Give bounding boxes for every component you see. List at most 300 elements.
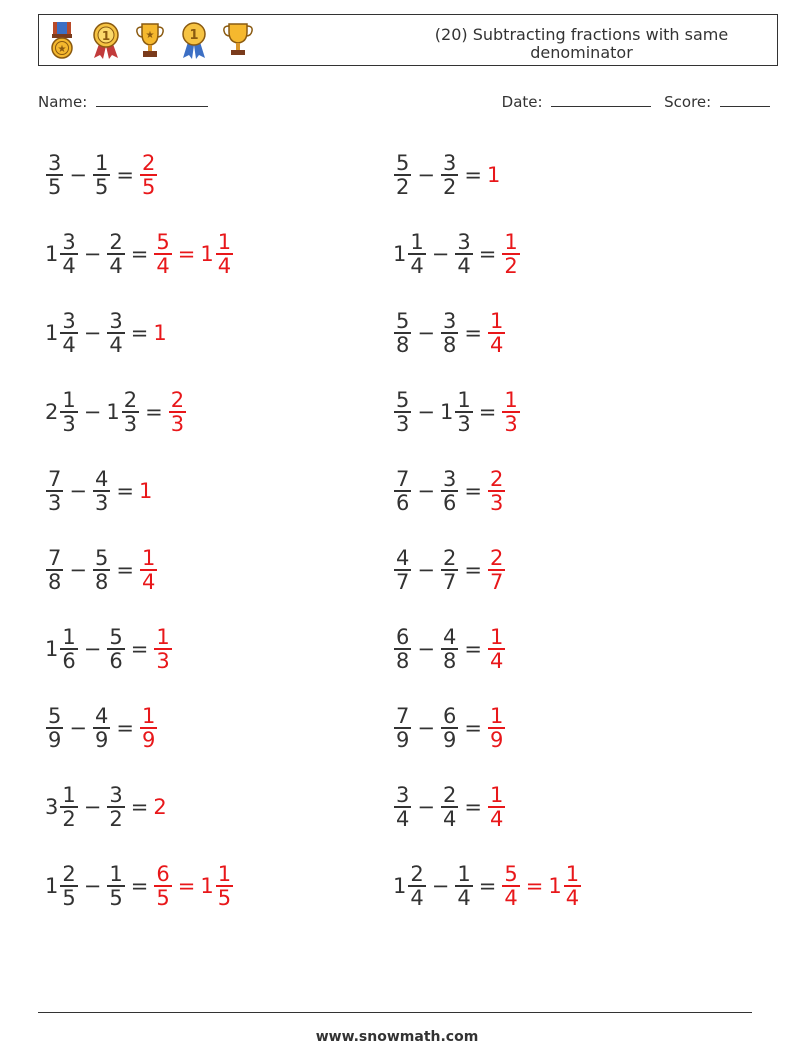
answer-value-whole: 1 xyxy=(548,874,562,898)
problem-item xyxy=(393,778,506,836)
equals-sign: = xyxy=(130,795,149,819)
subtrahend-denominator: 4 xyxy=(457,254,471,278)
minus-sign: − xyxy=(417,558,435,582)
subtrahend xyxy=(454,863,473,909)
minuend xyxy=(45,468,64,514)
minus-sign: − xyxy=(417,716,435,740)
answer xyxy=(168,389,187,435)
answer-value-denominator: 3 xyxy=(489,491,504,515)
minus-sign: − xyxy=(417,400,435,424)
ribbon-award-icon xyxy=(91,20,121,60)
answer-value-numerator: 1 xyxy=(489,704,504,728)
answer-value-fraction xyxy=(488,310,505,356)
answer-value-numerator: 1 xyxy=(141,546,156,570)
equals-sign: = xyxy=(464,558,482,582)
equals-sign: = xyxy=(130,637,149,661)
minus-sign: − xyxy=(83,874,102,898)
answer-value xyxy=(501,863,520,909)
minuend-numerator: 6 xyxy=(396,625,410,649)
subtrahend-denominator: 8 xyxy=(442,333,457,357)
minuend xyxy=(393,310,412,356)
answer-value xyxy=(487,468,506,514)
minuend-fraction xyxy=(394,626,411,672)
minus-sign: − xyxy=(83,637,102,661)
answer-value xyxy=(487,784,506,830)
minuend-fraction xyxy=(394,152,411,198)
minuend-denominator: 4 xyxy=(396,807,410,831)
minuend-fraction xyxy=(394,547,411,593)
equals-sign: = xyxy=(130,874,149,898)
answer-value-fraction xyxy=(216,231,233,277)
subtrahend xyxy=(440,152,459,198)
subtrahend-numerator: 1 xyxy=(457,388,471,412)
svg-text:★: ★ xyxy=(57,44,67,55)
answer-value-whole: 1 xyxy=(486,163,501,187)
subtrahend-fraction xyxy=(441,152,458,198)
minuend xyxy=(393,231,427,277)
minuend-numerator: 1 xyxy=(62,388,76,412)
answer xyxy=(139,547,158,593)
subtrahend-numerator: 2 xyxy=(123,388,138,412)
minus-sign: − xyxy=(69,163,87,187)
answer xyxy=(139,152,158,198)
footer-divider xyxy=(38,1012,752,1013)
minuend-fraction xyxy=(408,231,425,277)
minuend-whole: 1 xyxy=(393,874,407,898)
minuend xyxy=(45,152,64,198)
answer-value-fraction xyxy=(488,468,505,514)
answer-value-numerator: 2 xyxy=(489,546,504,570)
answer-value-fraction xyxy=(154,231,171,277)
subtrahend xyxy=(92,705,111,751)
answer-value-denominator: 4 xyxy=(489,649,504,673)
equals-sign: = xyxy=(116,163,134,187)
minus-sign: − xyxy=(417,637,435,661)
minuend-denominator: 6 xyxy=(396,491,410,515)
trophy-star-icon xyxy=(135,20,165,60)
minuend-numerator: 5 xyxy=(396,309,410,333)
minuend-denominator: 8 xyxy=(396,649,410,673)
answer-value-numerator: 1 xyxy=(217,230,232,254)
problem-item xyxy=(393,620,506,678)
answer-value-denominator: 4 xyxy=(217,254,232,278)
subtrahend-numerator: 5 xyxy=(94,546,109,570)
answer-value-numerator: 1 xyxy=(489,309,504,333)
subtrahend-numerator: 3 xyxy=(109,309,123,333)
minuend xyxy=(393,547,412,593)
answer-value-fraction xyxy=(502,389,519,435)
subtrahend xyxy=(92,152,111,198)
answer xyxy=(501,231,520,277)
equals-sign: = xyxy=(464,637,482,661)
subtrahend xyxy=(440,784,459,830)
problem-item xyxy=(45,383,187,441)
minuend-numerator: 5 xyxy=(396,388,410,412)
problem-item xyxy=(45,304,168,362)
answer-value xyxy=(153,231,172,277)
minuend-numerator: 2 xyxy=(62,862,76,886)
minus-sign: − xyxy=(431,874,450,898)
svg-text:1: 1 xyxy=(189,28,199,43)
minuend-denominator: 8 xyxy=(48,570,62,594)
answer-value-denominator: 4 xyxy=(141,570,156,594)
problem-item xyxy=(45,146,158,204)
answer-value-numerator: 2 xyxy=(170,388,185,412)
answer-value-whole: 1 xyxy=(200,874,214,898)
minuend-whole: 1 xyxy=(45,321,59,345)
minuend-numerator: 7 xyxy=(48,546,62,570)
subtrahend xyxy=(454,231,473,277)
minuend-whole: 1 xyxy=(45,637,59,661)
subtrahend-numerator: 2 xyxy=(442,783,457,807)
subtrahend-denominator: 4 xyxy=(109,333,123,357)
minuend-fraction xyxy=(60,784,77,830)
minuend xyxy=(45,626,79,672)
subtrahend-denominator: 8 xyxy=(442,649,457,673)
minuend-denominator: 3 xyxy=(62,412,76,436)
minus-sign: − xyxy=(417,321,435,345)
minuend-denominator: 5 xyxy=(48,175,62,199)
subtrahend-whole: 1 xyxy=(106,400,120,424)
subtrahend xyxy=(440,310,459,356)
minuend-denominator: 3 xyxy=(396,412,410,436)
minuend-numerator: 1 xyxy=(410,230,424,254)
answer xyxy=(487,163,501,187)
minus-sign: − xyxy=(83,242,102,266)
minuend-fraction xyxy=(60,626,77,672)
problem-item xyxy=(45,225,234,283)
answer-value xyxy=(153,863,172,909)
answer-value xyxy=(200,863,234,909)
answer-value-fraction xyxy=(488,626,505,672)
answer-value-whole: 1 xyxy=(200,242,214,266)
problem-item xyxy=(45,857,234,915)
subtrahend-denominator: 7 xyxy=(442,570,457,594)
subtrahend-fraction xyxy=(107,310,124,356)
minuend-denominator: 4 xyxy=(62,333,76,357)
minuend xyxy=(45,389,79,435)
minuend-denominator: 3 xyxy=(48,491,62,515)
minus-sign: − xyxy=(431,242,450,266)
subtrahend-fraction xyxy=(441,626,458,672)
minuend xyxy=(45,705,64,751)
subtrahend-numerator: 6 xyxy=(442,704,457,728)
answer-value xyxy=(501,389,520,435)
minuend xyxy=(45,231,79,277)
minuend xyxy=(45,784,79,830)
subtrahend-fraction xyxy=(441,547,458,593)
minus-sign: − xyxy=(417,795,435,819)
subtrahend-numerator: 3 xyxy=(109,783,123,807)
minuend-fraction xyxy=(394,389,411,435)
answer-value-numerator: 1 xyxy=(504,388,518,412)
answer-value-denominator: 5 xyxy=(156,886,170,910)
minuend-denominator: 9 xyxy=(48,728,62,752)
minuend-fraction xyxy=(60,389,77,435)
answer-value-denominator: 5 xyxy=(141,175,156,199)
problem-item xyxy=(393,225,521,283)
answer-value xyxy=(153,626,172,672)
subtrahend-whole: 1 xyxy=(439,400,454,424)
minuend-denominator: 8 xyxy=(396,333,410,357)
answer-value-fraction xyxy=(140,705,157,751)
minuend-fraction xyxy=(46,468,63,514)
minuend-numerator: 3 xyxy=(62,230,76,254)
answer-value-whole: 2 xyxy=(153,795,167,819)
minuend xyxy=(45,310,79,356)
subtrahend xyxy=(106,310,125,356)
answer-value-denominator: 4 xyxy=(489,807,504,831)
answer xyxy=(501,863,582,909)
subtrahend xyxy=(440,547,459,593)
minuend-fraction xyxy=(394,310,411,356)
minuend-denominator: 4 xyxy=(62,254,76,278)
minus-sign: − xyxy=(69,479,87,503)
minuend-numerator: 5 xyxy=(396,151,410,175)
subtrahend-numerator: 2 xyxy=(442,546,457,570)
minuend-fraction xyxy=(60,310,77,356)
answer-value-numerator: 1 xyxy=(489,783,504,807)
subtrahend-fraction xyxy=(93,468,110,514)
subtrahend-denominator: 3 xyxy=(457,412,471,436)
minuend-fraction xyxy=(60,231,77,277)
answer-value xyxy=(200,231,234,277)
answer-value-numerator: 6 xyxy=(156,862,170,886)
footer-url: www.snowmath.com xyxy=(315,1029,479,1045)
subtrahend-denominator: 9 xyxy=(94,728,109,752)
equals-sign: = xyxy=(116,558,134,582)
minuend xyxy=(393,389,412,435)
subtrahend xyxy=(106,784,125,830)
minuend-numerator: 3 xyxy=(396,783,410,807)
answer-value-denominator: 3 xyxy=(156,649,170,673)
answer xyxy=(487,705,506,751)
subtrahend-denominator: 4 xyxy=(109,254,123,278)
equals-sign: = xyxy=(464,163,482,187)
svg-text:★: ★ xyxy=(145,30,155,41)
answer-value xyxy=(487,163,501,187)
answer-value-denominator: 3 xyxy=(504,412,518,436)
minuend-numerator: 2 xyxy=(410,862,424,886)
minuend-numerator: 3 xyxy=(62,309,76,333)
minuend-whole: 1 xyxy=(45,242,59,266)
name-field xyxy=(38,92,208,111)
answer xyxy=(501,389,520,435)
score-blank[interactable] xyxy=(720,92,770,107)
date-blank[interactable] xyxy=(551,92,651,107)
minuend-fraction xyxy=(46,705,63,751)
answer-value-numerator: 2 xyxy=(489,467,504,491)
minus-sign: − xyxy=(83,795,102,819)
answer-value xyxy=(501,231,520,277)
answer-value-denominator: 9 xyxy=(141,728,156,752)
subtrahend-fraction xyxy=(455,389,472,435)
minuend-fraction xyxy=(46,547,63,593)
subtrahend xyxy=(106,863,125,909)
answer-value-denominator: 4 xyxy=(565,886,580,910)
answer-value-fraction xyxy=(140,152,157,198)
answer-value-numerator: 1 xyxy=(156,625,170,649)
subtrahend-fraction xyxy=(107,863,124,909)
answer-value xyxy=(139,479,153,503)
subtrahend-denominator: 2 xyxy=(109,807,123,831)
minuend-whole: 2 xyxy=(45,400,59,424)
subtrahend-denominator: 4 xyxy=(457,886,471,910)
answer-value xyxy=(153,795,167,819)
answer-value-fraction xyxy=(169,389,186,435)
subtrahend-numerator: 1 xyxy=(109,862,123,886)
subtrahend-numerator: 3 xyxy=(442,467,457,491)
answer-value xyxy=(168,389,187,435)
answer-value-denominator: 9 xyxy=(489,728,504,752)
minuend-numerator: 7 xyxy=(48,467,62,491)
answer-equals-sign: = xyxy=(177,874,196,898)
minuend-denominator: 4 xyxy=(410,254,424,278)
answer-value-fraction xyxy=(216,863,233,909)
date-score-fields xyxy=(502,92,770,111)
minuend xyxy=(393,468,412,514)
minuend-denominator: 4 xyxy=(410,886,424,910)
answer-value-fraction xyxy=(502,231,519,277)
minuend-denominator: 9 xyxy=(396,728,410,752)
answer-value-numerator: 1 xyxy=(489,625,504,649)
minuend-fraction xyxy=(394,705,411,751)
student-info xyxy=(38,92,770,116)
subtrahend-denominator: 6 xyxy=(442,491,457,515)
minuend-whole: 1 xyxy=(45,874,59,898)
subtrahend-denominator: 2 xyxy=(442,175,457,199)
minuend xyxy=(393,705,412,751)
minuend-whole: 1 xyxy=(393,242,407,266)
subtrahend-fraction xyxy=(455,231,472,277)
minuend-numerator: 7 xyxy=(396,467,410,491)
minuend-numerator: 5 xyxy=(48,704,62,728)
subtrahend-numerator: 2 xyxy=(109,230,123,254)
answer-equals-sign: = xyxy=(177,242,196,266)
minuend-numerator: 1 xyxy=(62,783,76,807)
answer-value-fraction xyxy=(154,863,171,909)
minuend-numerator: 3 xyxy=(48,151,62,175)
minuend-denominator: 2 xyxy=(62,807,76,831)
minuend-denominator: 7 xyxy=(396,570,410,594)
subtrahend-numerator: 4 xyxy=(442,625,457,649)
worksheet-title: (20) Subtracting fractions with same denominator xyxy=(434,25,729,62)
subtrahend xyxy=(440,626,459,672)
subtrahend xyxy=(106,231,125,277)
equals-sign: = xyxy=(478,400,497,424)
answer xyxy=(487,784,506,830)
answer xyxy=(487,468,506,514)
subtrahend-fraction xyxy=(107,231,124,277)
answer-value-fraction xyxy=(488,547,505,593)
answer-value xyxy=(487,547,506,593)
answer-value-numerator: 1 xyxy=(565,862,580,886)
answer xyxy=(487,310,506,356)
answer xyxy=(153,321,167,345)
date-label: Date: xyxy=(501,93,543,111)
answer-value xyxy=(487,310,506,356)
answer-value-denominator: 4 xyxy=(489,333,504,357)
name-label: Name: xyxy=(38,93,88,111)
subtrahend-fraction xyxy=(107,784,124,830)
problem-item xyxy=(393,146,501,204)
minuend-fraction xyxy=(408,863,425,909)
equals-sign: = xyxy=(145,400,163,424)
equals-sign: = xyxy=(478,874,497,898)
subtrahend-numerator: 5 xyxy=(109,625,123,649)
minuend xyxy=(45,547,64,593)
answer-value xyxy=(548,863,582,909)
subtrahend-denominator: 9 xyxy=(442,728,457,752)
answer-value-numerator: 1 xyxy=(217,862,232,886)
equals-sign: = xyxy=(478,242,497,266)
minus-sign: − xyxy=(83,321,102,345)
subtrahend-fraction xyxy=(93,547,110,593)
answer-value-whole: 1 xyxy=(138,479,153,503)
subtrahend-numerator: 3 xyxy=(457,230,471,254)
problem-item xyxy=(393,462,506,520)
answer-value-denominator: 4 xyxy=(504,886,518,910)
medal-icon xyxy=(47,20,77,60)
minuend xyxy=(393,626,412,672)
answer-value-numerator: 5 xyxy=(504,862,518,886)
minuend-denominator: 2 xyxy=(396,175,410,199)
minuend-numerator: 4 xyxy=(396,546,410,570)
subtrahend-fraction xyxy=(441,784,458,830)
problem-item xyxy=(45,541,158,599)
minus-sign: − xyxy=(83,400,102,424)
answer-value xyxy=(487,705,506,751)
answer xyxy=(153,231,234,277)
subtrahend xyxy=(92,468,111,514)
subtrahend-fraction xyxy=(93,152,110,198)
equals-sign: = xyxy=(464,716,482,740)
ribbon-number-one-icon xyxy=(179,20,209,60)
answer-value-numerator: 1 xyxy=(141,704,156,728)
answer-value-fraction xyxy=(564,863,581,909)
answer-value xyxy=(153,321,167,345)
answer xyxy=(487,547,506,593)
subtrahend-numerator: 4 xyxy=(94,467,109,491)
answer-value xyxy=(139,152,158,198)
subtrahend xyxy=(440,468,459,514)
minus-sign: − xyxy=(69,558,87,582)
subtrahend-numerator: 1 xyxy=(94,151,109,175)
problem-item xyxy=(393,699,506,757)
problem-item xyxy=(45,699,158,757)
answer-value-fraction xyxy=(488,705,505,751)
answer-value-denominator: 5 xyxy=(217,886,232,910)
name-blank[interactable] xyxy=(96,92,208,107)
trophy-icon xyxy=(223,20,253,60)
answer-value-denominator: 4 xyxy=(156,254,170,278)
answer xyxy=(487,626,506,672)
subtrahend-denominator: 6 xyxy=(109,649,123,673)
subtrahend xyxy=(92,547,111,593)
subtrahend-denominator: 5 xyxy=(109,886,123,910)
subtrahend-numerator: 1 xyxy=(457,862,471,886)
minuend-denominator: 6 xyxy=(62,649,76,673)
equals-sign: = xyxy=(464,795,482,819)
equals-sign: = xyxy=(130,321,149,345)
subtrahend-denominator: 8 xyxy=(94,570,109,594)
answer-value-fraction xyxy=(488,784,505,830)
answer xyxy=(153,626,172,672)
subtrahend-denominator: 3 xyxy=(123,412,138,436)
minuend-fraction xyxy=(394,468,411,514)
subtrahend xyxy=(440,389,474,435)
subtrahend-denominator: 5 xyxy=(94,175,109,199)
